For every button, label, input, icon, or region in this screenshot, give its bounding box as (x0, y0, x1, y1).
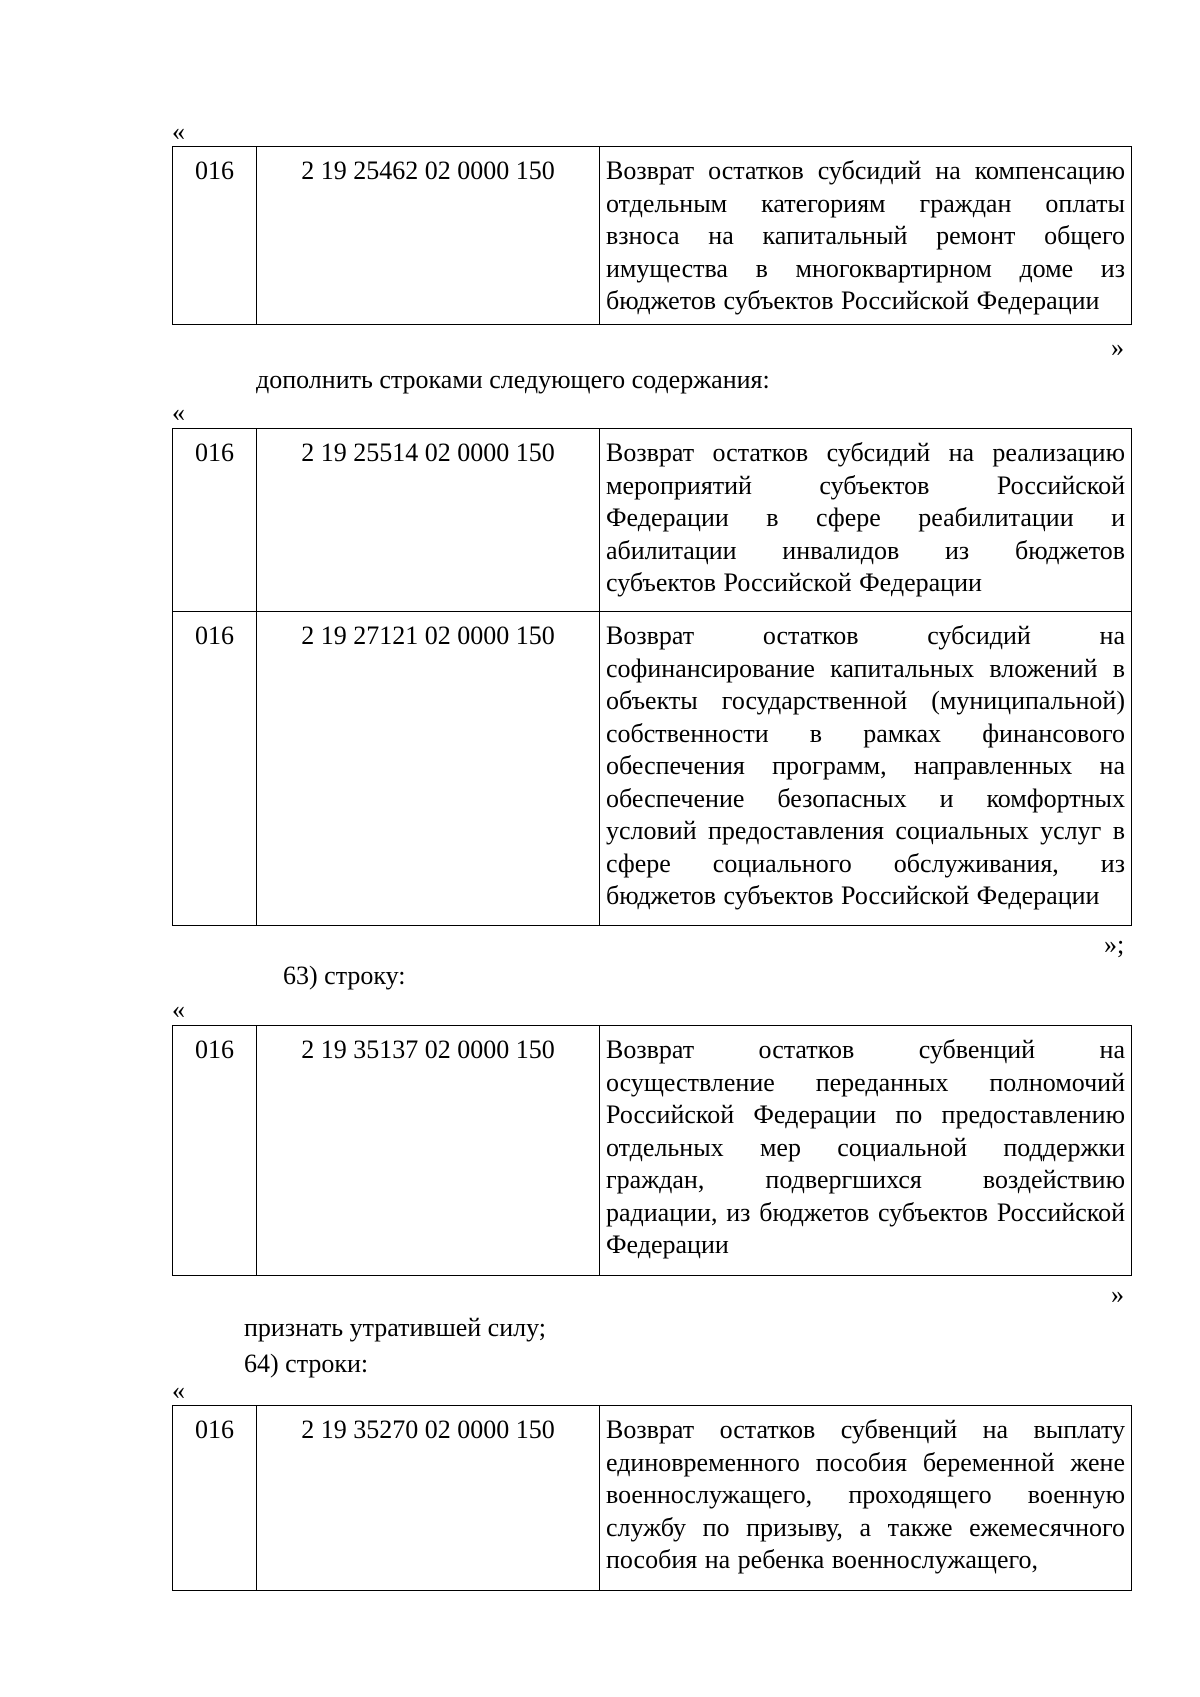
table-row (173, 1406, 1132, 1591)
close-quote-3: » (1111, 1280, 1124, 1309)
amendment-table-2 (172, 428, 1132, 926)
description-cell: Возврат остатков субсидий на компенсацию отдельным категориям граждан оплаты взноса на капитальный ремонт общего имущества в многоквартирном доме из бюджетов субъектов Российской Федерации (600, 147, 1132, 325)
amendment-table-4 (172, 1405, 1132, 1591)
description-cell: Возврат остатков субсидий на реализацию мероприятий субъектов Российской Федерации в сфере реабилитации и абилитации инвалидов из бюджетов субъектов Российской Федерации (600, 429, 1132, 612)
paragraph-item-63: 63) строку: (283, 961, 406, 990)
admin-code-cell: 016 (173, 429, 257, 612)
open-quote-3: « (172, 995, 185, 1024)
amendment-table-3 (172, 1025, 1132, 1276)
close-quote-1: » (1111, 333, 1124, 362)
table-row (173, 147, 1132, 325)
amendment-table-1 (172, 146, 1132, 325)
budget-code-cell: 2 19 27121 02 0000 150 (257, 612, 600, 926)
paragraph-item-64: 64) строки: (244, 1349, 369, 1378)
budget-code-cell: 2 19 35270 02 0000 150 (257, 1406, 600, 1591)
budget-code-cell: 2 19 25514 02 0000 150 (257, 429, 600, 612)
admin-code-cell: 016 (173, 1406, 257, 1591)
description-cell: Возврат остатков субвенций на выплату единовременного пособия беременной жене военнослужащего, проходящего военную службу по призыву, а также ежемесячного пособия на ребенка военнослужащего, (600, 1406, 1132, 1591)
budget-code-cell: 2 19 25462 02 0000 150 (257, 147, 600, 325)
table-row (173, 1026, 1132, 1276)
table-row (173, 429, 1132, 612)
description-cell: Возврат остатков субвенций на осуществление переданных полномочий Российской Федерации по предоставлению отдельных мер социальной поддержки граждан, подвергшихся воздействию радиации, из бюджетов субъектов Российской Федерации (600, 1026, 1132, 1276)
description-cell: Возврат остатков субсидий на софинансирование капитальных вложений в объекты государственной (муниципальной) собственности в рамках финансового обеспечения программ, направленных на обеспечение безопасных и комфортных условий предоставления социальных услуг в сфере социального обслуживания, из бюджетов субъектов Российской Федерации (600, 612, 1132, 926)
open-quote-2: « (172, 398, 185, 427)
paragraph-supplement: дополнить строками следующего содержания: (256, 365, 770, 394)
admin-code-cell: 016 (173, 1026, 257, 1276)
budget-code-cell: 2 19 35137 02 0000 150 (257, 1026, 600, 1276)
open-quote-4: « (172, 1376, 185, 1405)
admin-code-cell: 016 (173, 147, 257, 325)
admin-code-cell: 016 (173, 612, 257, 926)
paragraph-repeal: признать утратившей силу; (244, 1313, 546, 1342)
open-quote-1: « (172, 117, 185, 146)
close-quote-2: »; (1104, 930, 1125, 959)
table-row (173, 612, 1132, 926)
